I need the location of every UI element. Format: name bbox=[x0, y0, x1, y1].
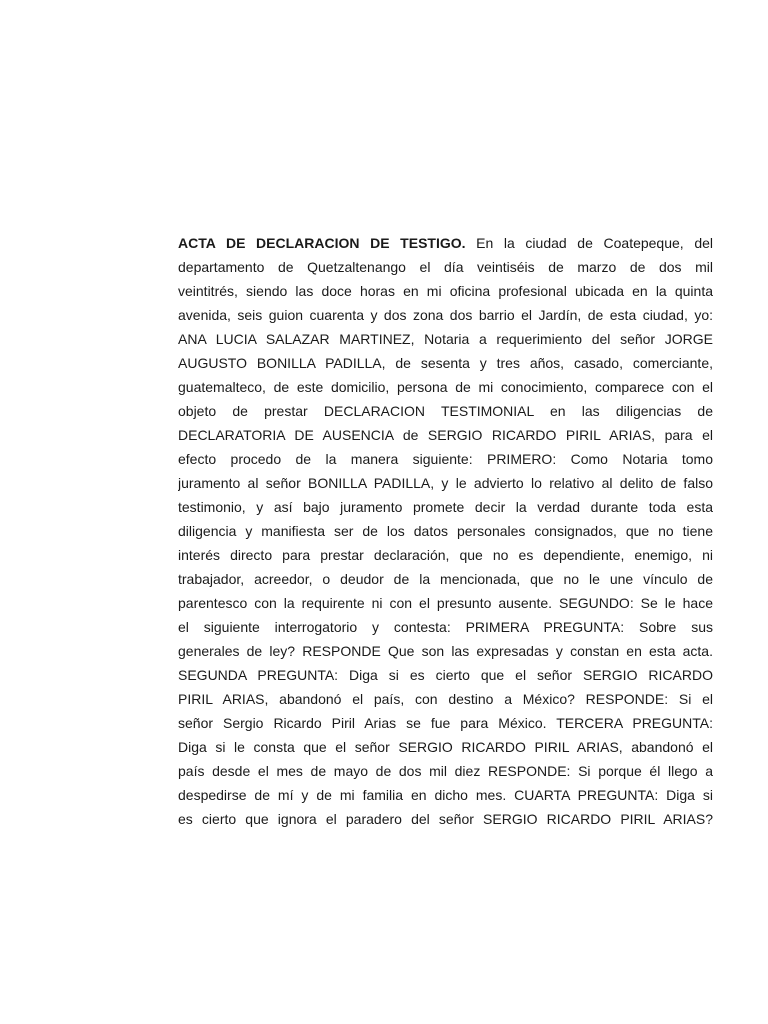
document-body bbox=[178, 231, 713, 831]
document-line: guatemalteco, de este domicilio, persona de mi conocimiento, comparece con el bbox=[178, 379, 713, 395]
document-line-1 bbox=[178, 231, 713, 255]
document-line: generales de ley? RESPONDE Que son las expresadas y constan en esta acta. bbox=[178, 643, 713, 659]
document-line: señor Sergio Ricardo Piril Arias se fue para México. TERCERA PREGUNTA: bbox=[178, 715, 713, 731]
document-line: trabajador, acreedor, o deudor de la mencionada, que no le une vínculo de bbox=[178, 571, 713, 587]
document-line: testimonio, y así bajo juramento promete decir la verdad durante toda esta bbox=[178, 499, 713, 515]
document-line: departamento de Quetzaltenango el día veintiséis de marzo de dos mil bbox=[178, 259, 713, 275]
document-line: juramento al señor BONILLA PADILLA, y le advierto lo relativo al delito de falso bbox=[178, 475, 713, 491]
document-line: diligencia y manifiesta ser de los datos personales consignados, que no tiene bbox=[178, 523, 713, 539]
document-line: ANA LUCIA SALAZAR MARTINEZ, Notaria a requerimiento del señor JORGE bbox=[178, 331, 713, 347]
document-line: PIRIL ARIAS, abandonó el país, con destino a México? RESPONDE: Si el bbox=[178, 691, 713, 707]
document-line: AUGUSTO BONILLA PADILLA, de sesenta y tres años, casado, comerciante, bbox=[178, 355, 713, 371]
document-line: veintitrés, siendo las doce horas en mi oficina profesional ubicada en la quinta bbox=[178, 283, 713, 299]
document-line: es cierto que ignora el paradero del señor SERGIO RICARDO PIRIL ARIAS? bbox=[178, 811, 713, 827]
document-line: objeto de prestar DECLARACION TESTIMONIAL en las diligencias de bbox=[178, 403, 713, 419]
document-title: ACTA DE DECLARACION DE TESTIGO. bbox=[178, 235, 466, 251]
document-line: país desde el mes de mayo de dos mil diez RESPONDE: Si porque él llego a bbox=[178, 763, 713, 779]
document-line: DECLARATORIA DE AUSENCIA de SERGIO RICARDO PIRIL ARIAS, para el bbox=[178, 427, 713, 443]
document-line: el siguiente interrogatorio y contesta: PRIMERA PREGUNTA: Sobre sus bbox=[178, 619, 713, 635]
document-line: despedirse de mí y de mi familia en dicho mes. CUARTA PREGUNTA: Diga si bbox=[178, 787, 713, 803]
document-line: efecto procedo de la manera siguiente: PRIMERO: Como Notaria tomo bbox=[178, 451, 713, 467]
document-line: Diga si le consta que el señor SERGIO RICARDO PIRIL ARIAS, abandonó el bbox=[178, 739, 713, 755]
document-line: avenida, seis guion cuarenta y dos zona dos barrio el Jardín, de esta ciudad, yo: bbox=[178, 307, 713, 323]
document-line: interés directo para prestar declaración, que no es dependiente, enemigo, ni bbox=[178, 547, 713, 563]
document-line: SEGUNDA PREGUNTA: Diga si es cierto que el señor SERGIO RICARDO bbox=[178, 667, 713, 683]
document-line: parentesco con la requirente ni con el presunto ausente. SEGUNDO: Se le hace bbox=[178, 595, 713, 611]
document-title-continuation: En la ciudad de Coatepeque, del bbox=[465, 235, 713, 251]
